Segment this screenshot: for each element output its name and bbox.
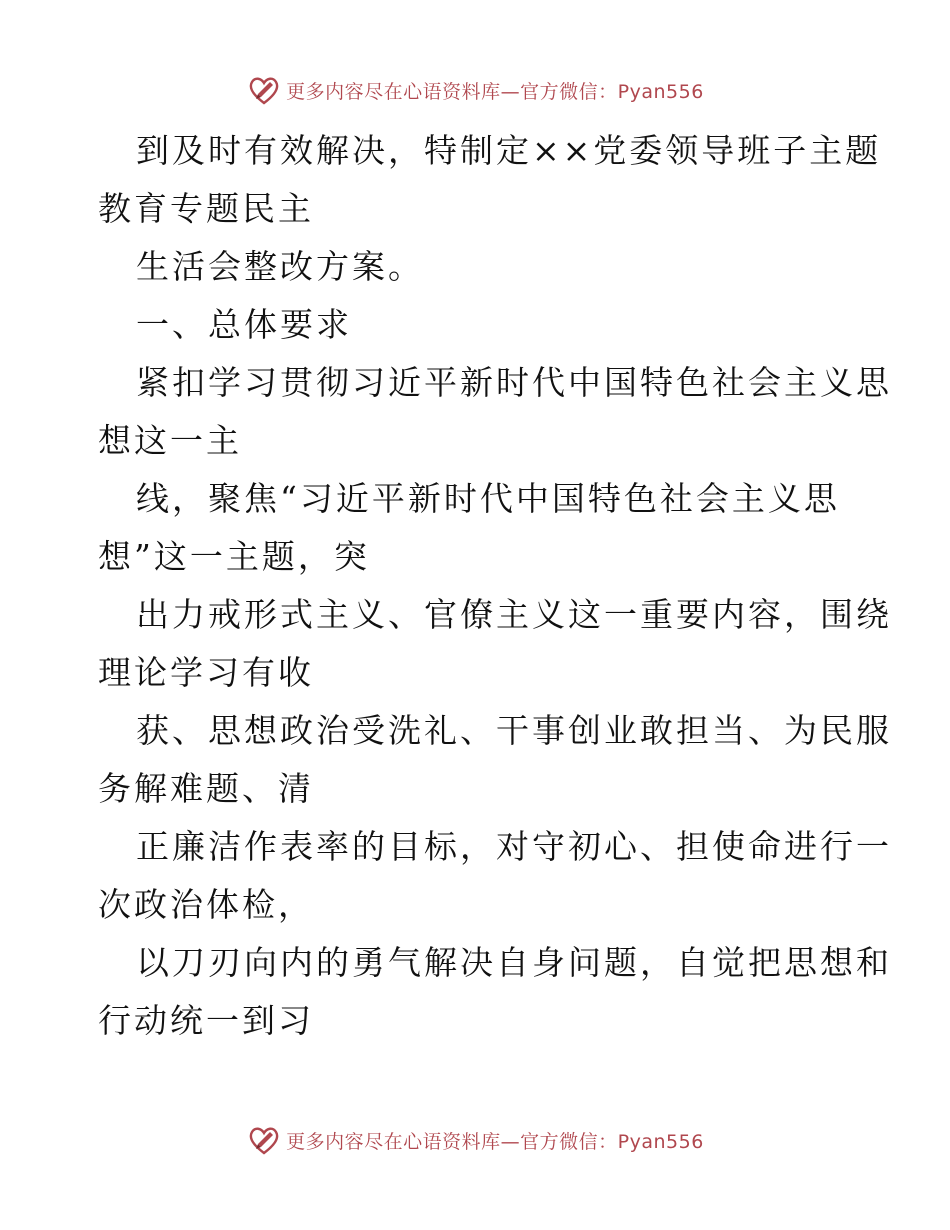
section-heading: 一、总体要求 — [136, 305, 352, 344]
text-line: 务解难题、清 — [98, 769, 314, 808]
text-line: 到及时有效解决，特制定××党委领导班子主题 — [136, 131, 882, 170]
text-line: 紧扣学习贯彻习近平新时代中国特色社会主义思 — [136, 363, 892, 402]
header-banner-text: 更多内容尽在心语资料库—官方微信：Pyan556 — [286, 80, 704, 103]
text-line: 想”这一主题，突 — [98, 537, 370, 576]
text-line: 教育专题民主 — [98, 189, 314, 228]
header-banner — [0, 70, 950, 110]
text-line: 生活会整改方案。 — [136, 247, 424, 286]
footer-banner — [0, 1120, 950, 1160]
text-line: 想这一主 — [98, 421, 242, 460]
heart-pen-logo-icon — [246, 72, 282, 108]
text-line: 以刀刃向内的勇气解决自身问题，自觉把思想和 — [136, 943, 892, 982]
text-line: 获、思想政治受洗礼、干事创业敢担当、为民服 — [136, 711, 892, 750]
text-line: 行动统一到习 — [98, 1001, 314, 1040]
text-line: 理论学习有收 — [98, 653, 314, 692]
document-body — [98, 122, 892, 1050]
heart-pen-logo-icon — [246, 1122, 282, 1158]
text-line: 出力戒形式主义、官僚主义这一重要内容，围绕 — [136, 595, 892, 634]
footer-banner-text: 更多内容尽在心语资料库—官方微信：Pyan556 — [286, 1130, 704, 1153]
text-line: 次政治体检， — [98, 885, 314, 924]
text-line: 正廉洁作表率的目标，对守初心、担使命进行一 — [136, 827, 892, 866]
text-line: 线，聚焦“习近平新时代中国特色社会主义思 — [136, 479, 840, 518]
